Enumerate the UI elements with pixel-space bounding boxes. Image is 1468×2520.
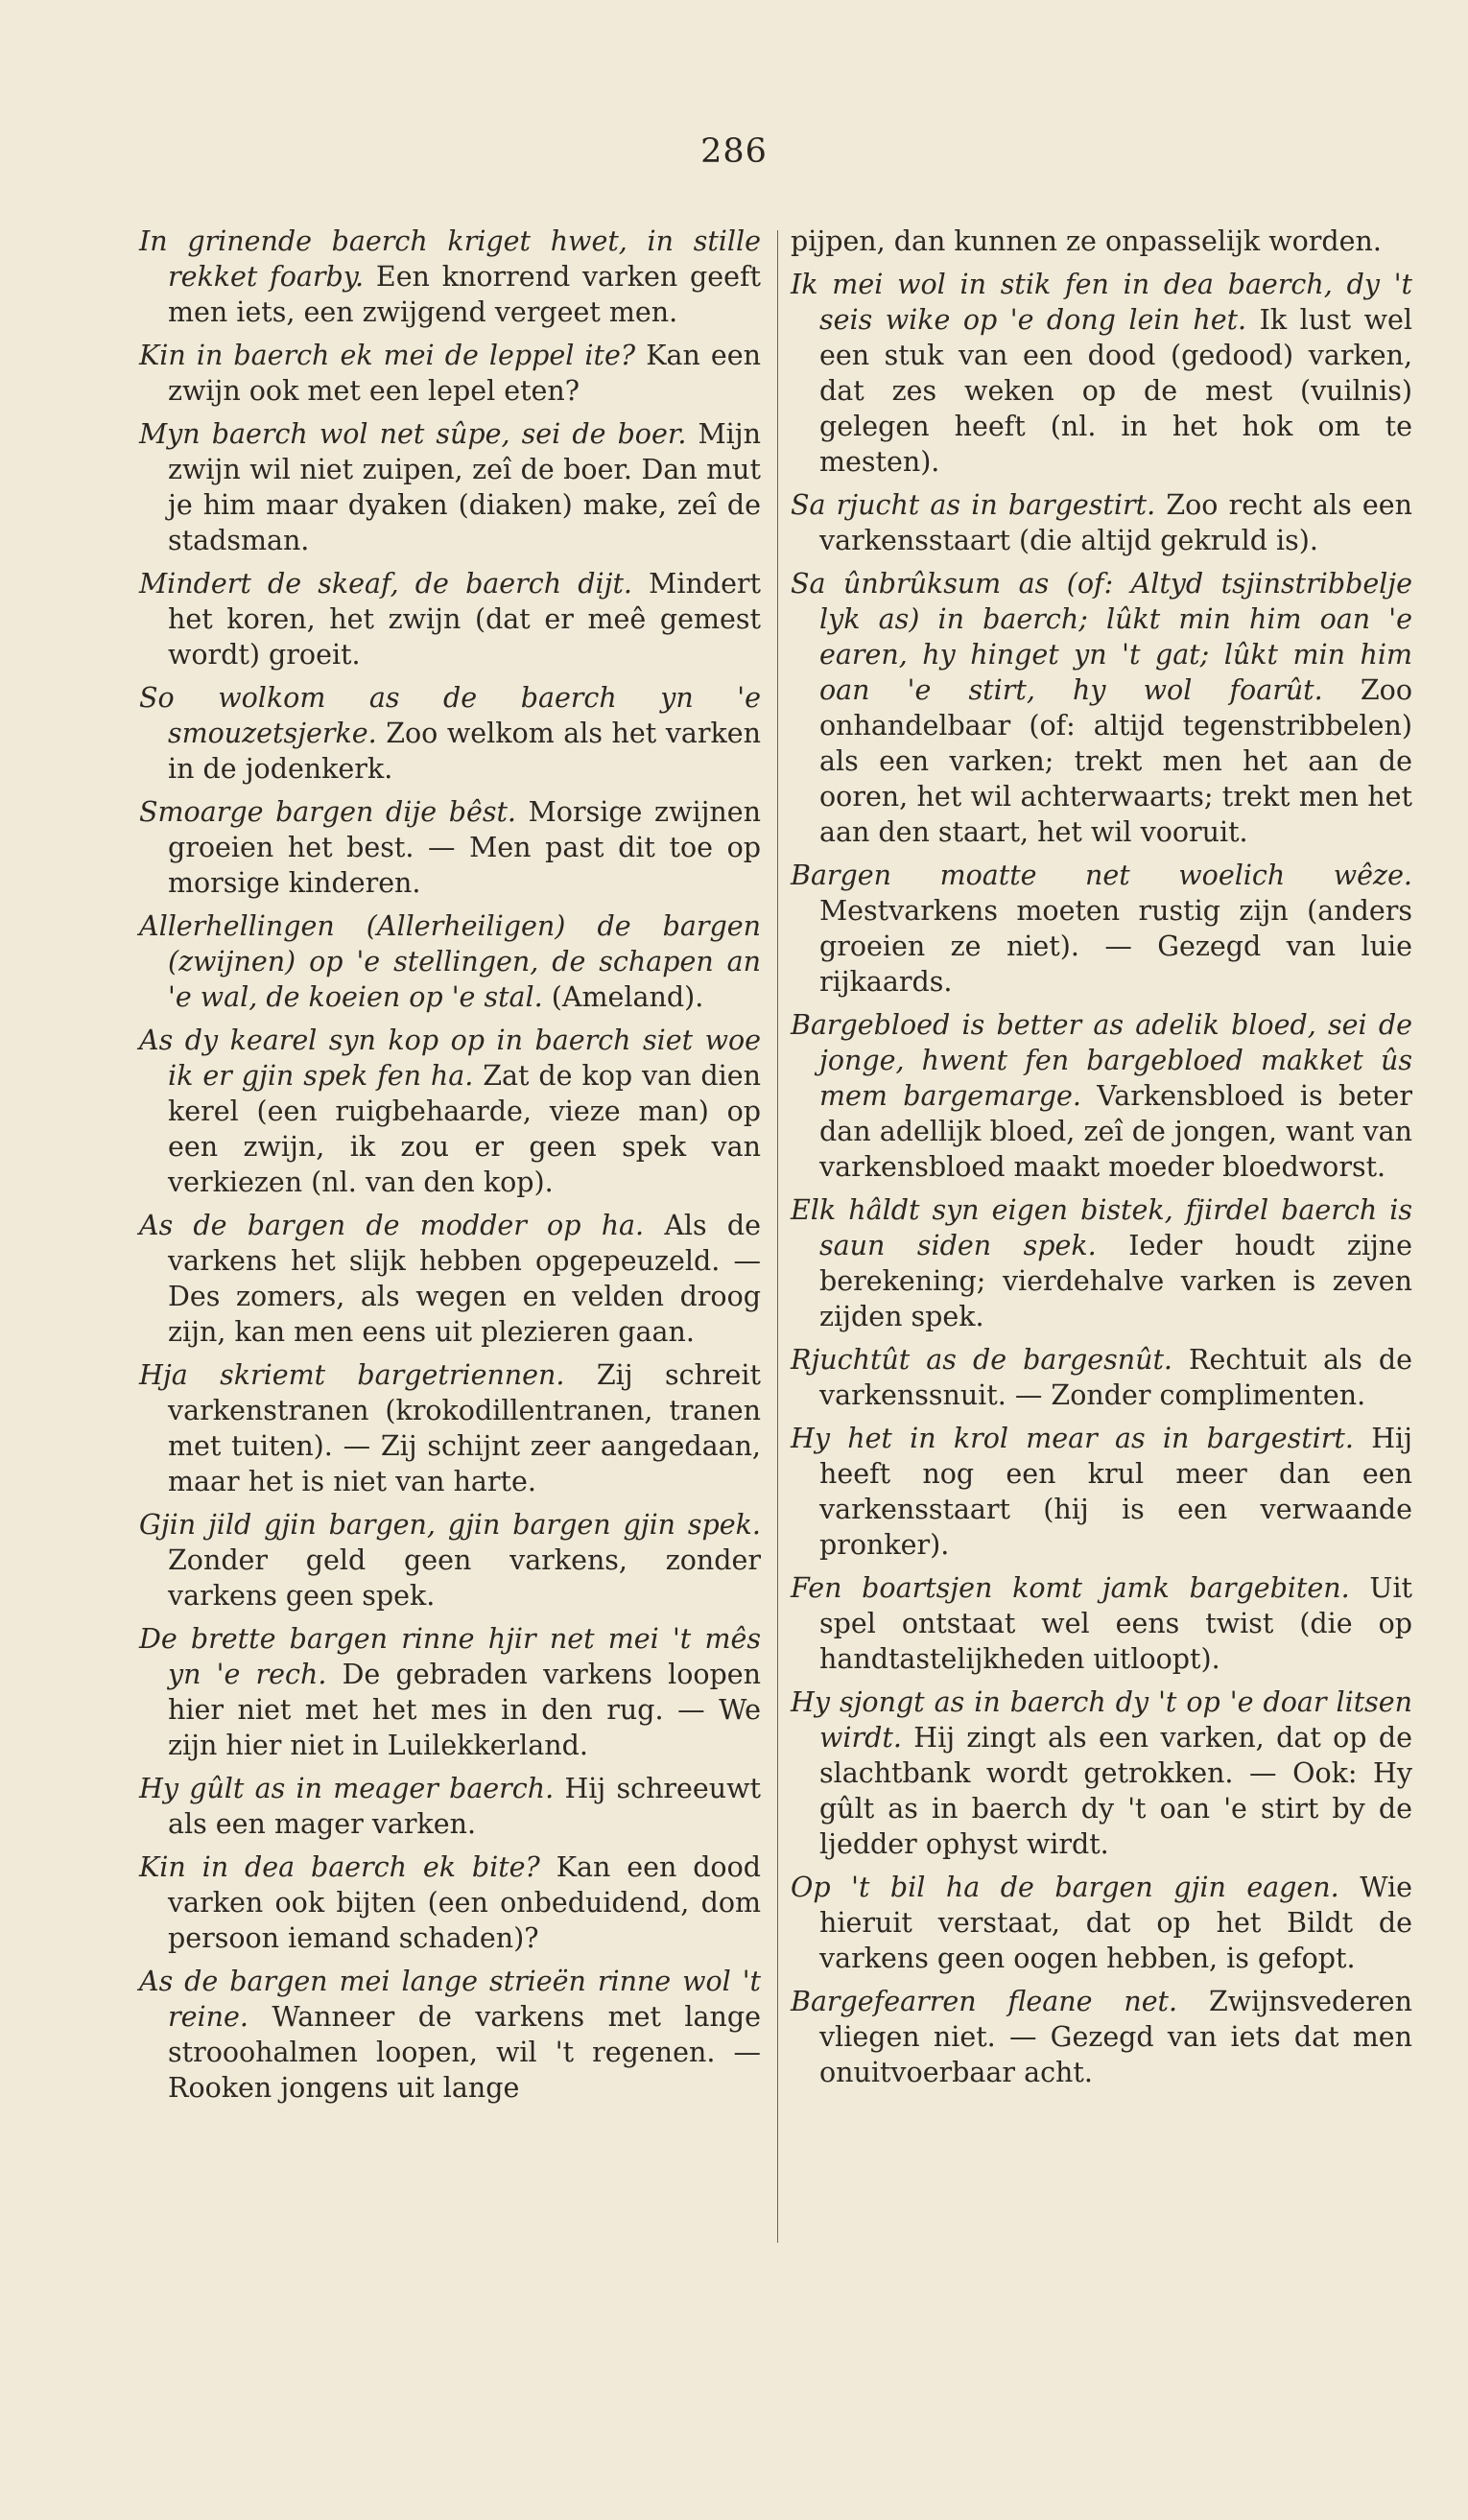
- proverb-entry: [139, 1507, 761, 1613]
- frisian-proverb: As de bargen mei lange strieën rinne wol 't reine.: [139, 1966, 761, 2033]
- dutch-translation: Mindert het koren, het zwijn (dat er meê gemest wordt) groeit.: [168, 568, 762, 671]
- frisian-proverb: As dy kearel syn kop op in baerch siet woe ik er gjin spek fen ha.: [139, 1024, 761, 1092]
- proverb-entry: [791, 1007, 1412, 1185]
- dutch-translation: (Ameland).: [551, 981, 704, 1013]
- proverb-entry: [139, 566, 761, 672]
- dutch-translation: Zat de kop van dien kerel (een ruigbehaarde, vieze man) op een zwijn, ik zou er geen spek van verkiezen (nl. van den kop).: [168, 1060, 762, 1198]
- frisian-proverb: Op 't bil ha de bargen gjin eagen.: [791, 1872, 1339, 1903]
- proverb-entry: [791, 487, 1412, 558]
- dutch-translation: Zoo recht als een varkensstaart (die altijd gekruld is).: [819, 489, 1412, 556]
- frisian-proverb: Sa rjucht as in bargestirt.: [791, 489, 1156, 521]
- dutch-translation: Als de varkens het slijk hebben opgepeuzeld. — Des zomers, als wegen en velden droog zijn, kan men eens uit plezieren gaan.: [168, 1210, 762, 1348]
- frisian-proverb: Bargebloed is better as adelik bloed, sei de jonge, hwent fen bargebloed makket ûs mem bargemarge.: [791, 1009, 1412, 1112]
- frisian-proverb: Gjin jild gjin bargen, gjin bargen gjin spek.: [139, 1509, 761, 1541]
- proverb-entry: [139, 794, 761, 901]
- dutch-translation: Uit spel ontstaat wel eens twist (die op handtastelijkheden uitloopt).: [819, 1572, 1413, 1675]
- frisian-proverb: Kin in baerch ek mei de leppel ite?: [139, 340, 636, 371]
- page-number: 286: [700, 132, 768, 171]
- dutch-translation: Ik lust wel een stuk van een dood (gedood) varken, dat zes weken op de mest (vuilnis) gelegen heeft (nl. in het hok om te mesten).: [819, 304, 1413, 478]
- dutch-translation: Zoo onhandelbaar (of: altijd tegenstribbelen) als een varken; trekt men het aan de ooren, het wil achterwaarts; trekt men het aan den staart, het wil vooruit.: [819, 674, 1412, 848]
- dutch-translation: Kan een dood varken ook bijten (een onbeduidend, dom persoon iemand schaden)?: [168, 1851, 761, 1954]
- proverb-entry: [791, 1870, 1412, 1976]
- proverb-entry: [791, 1684, 1412, 1862]
- dutch-translation: De gebraden varkens loopen hier niet met het mes in den rug. — We zijn hier niet in Luilekkerland.: [168, 1659, 761, 1761]
- dutch-translation: Hij heeft nog een krul meer dan een varkensstaart (hij is een verwaande pronker).: [819, 1423, 1413, 1561]
- frisian-proverb: Bargefearren fleane net.: [791, 1986, 1178, 2017]
- frisian-proverb: Mindert de skeaf, de baerch dijt.: [139, 568, 632, 600]
- dutch-translation: Morsige zwijnen groeien het best. — Men past dit toe op morsige kinderen.: [168, 796, 761, 899]
- dutch-translation: Rechtuit als de varkenssnuit. — Zonder complimenten.: [819, 1344, 1412, 1411]
- dutch-translation: Hij schreeuwt als een mager varken.: [168, 1773, 761, 1840]
- proverb-entry: [139, 416, 761, 558]
- frisian-proverb: Allerhellingen (Allerheiligen) de bargen (zwijnen) op 'e stellingen, de schapen an 'e wal, de koeien op 'e stal.: [139, 910, 761, 1013]
- dutch-translation: Wanneer de varkens met lange strooohalmen loopen, wil 't regenen. — Rooken jongens uit lange: [168, 2001, 761, 2104]
- frisian-proverb: Ik mei wol in stik fen in dea baerch, dy 't seis wike op 'e dong lein het.: [791, 269, 1412, 336]
- column-divider: [777, 230, 778, 2243]
- proverb-entry: [791, 267, 1412, 480]
- frisian-proverb: Fen boartsjen komt jamk bargebiten.: [791, 1572, 1350, 1604]
- frisian-proverb: Smoarge bargen dije bêst.: [139, 796, 516, 828]
- frisian-proverb: Hja skriemt bargetriennen.: [139, 1359, 565, 1391]
- frisian-proverb: Kin in dea baerch ek bite?: [139, 1851, 540, 1883]
- frisian-proverb: Bargen moatte net woelich wêze.: [791, 860, 1412, 891]
- frisian-proverb: Rjuchtût as de bargesnût.: [791, 1344, 1172, 1376]
- proverb-entry: [139, 1964, 761, 2106]
- frisian-proverb: Hy het in krol mear as in bargestirt.: [791, 1423, 1354, 1454]
- proverb-entry: [791, 1421, 1412, 1563]
- frisian-proverb: Hy sjongt as in baerch dy 't op 'e doar litsen wirdt.: [791, 1686, 1412, 1754]
- frisian-proverb: Myn baerch wol net sûpe, sei de boer.: [139, 418, 687, 450]
- proverb-entry: [139, 1621, 761, 1763]
- frisian-proverb: In grinende baerch kriget hwet, in stille rekket foarby.: [139, 225, 761, 293]
- proverb-entry: [139, 908, 761, 1015]
- dutch-translation: Mijn zwijn wil niet zuipen, zeî de boer. Dan mut je him maar dyaken (diaken) make, zeî de stadsman.: [168, 418, 761, 556]
- frisian-proverb: De brette bargen rinne hjir net mei 't mês yn 'e rech.: [139, 1623, 761, 1690]
- dutch-translation: Ieder houdt zijne berekening; vierdehalve varken is zeven zijden spek.: [819, 1230, 1413, 1332]
- proverb-entry: [791, 1192, 1412, 1334]
- right-column: [791, 224, 1412, 2098]
- proverb-entry: [139, 1849, 761, 1956]
- frisian-proverb: As de bargen de modder op ha.: [139, 1210, 645, 1241]
- proverb-entry: [791, 858, 1412, 1000]
- proverb-entry: [791, 566, 1412, 850]
- proverb-entry: [139, 224, 761, 330]
- proverb-entry: [139, 680, 761, 787]
- proverb-entry: [791, 1570, 1412, 1677]
- dutch-translation: Zonder geld geen varkens, zonder varkens geen spek.: [168, 1544, 761, 1612]
- dutch-translation: Zij schreit varkenstranen (krokodillentranen, tranen met tuiten). — Zij schijnt zeer aangedaan, maar het is niet van harte.: [168, 1359, 761, 1497]
- left-column: [139, 224, 761, 2113]
- proverb-entry: [791, 224, 1412, 259]
- proverb-entry: [791, 1984, 1412, 2090]
- dutch-translation: Hij zingt als een varken, dat op de slachtbank wordt getrokken. — Ook: Hy gûlt as in baerch dy 't oan 'e stirt by de ljedder ophyst wirdt.: [819, 1722, 1412, 1860]
- dutch-translation: Wie hieruit verstaat, dat op het Bildt de varkens geen oogen hebben, is gefopt.: [819, 1872, 1413, 1974]
- dutch-translation: Zoo welkom als het varken in de jodenkerk.: [168, 718, 761, 785]
- dutch-translation: Kan een zwijn ook met een lepel eten?: [168, 340, 762, 407]
- frisian-proverb: So wolkom as de baerch yn 'e smouzetsjerke.: [139, 682, 761, 749]
- frisian-proverb: Sa ûnbrûksum as (of: Altyd tsjinstribbelje lyk as) in baerch; lûkt min him oan 'e earen, hy hinget yn 't gat; lûkt min him oan 'e stirt, hy wol foarût.: [791, 568, 1412, 706]
- dutch-translation: pijpen, dan kunnen ze onpasselijk worden.: [791, 225, 1382, 257]
- frisian-proverb: Hy gûlt as in meager baerch.: [139, 1773, 555, 1804]
- dutch-translation: Zwijnsvederen vliegen niet. — Gezegd van iets dat men onuitvoerbaar acht.: [819, 1986, 1412, 2088]
- dutch-translation: Mestvarkens moeten rustig zijn (anders groeien ze niet). — Gezegd van luie rijkaards.: [819, 895, 1412, 998]
- dutch-translation: Een knorrend varken geeft men iets, een zwijgend vergeet men.: [168, 261, 761, 328]
- dutch-translation: Varkensbloed is beter dan adellijk bloed, zeî de jongen, want van varkensbloed maakt moeder bloedworst.: [819, 1080, 1412, 1183]
- frisian-proverb: Elk hâldt syn eigen bistek, fjirdel baerch is saun siden spek.: [791, 1194, 1412, 1261]
- proverb-entry: [139, 1023, 761, 1200]
- proverb-entry: [139, 1208, 761, 1350]
- proverb-entry: [791, 1342, 1412, 1413]
- proverb-entry: [139, 1357, 761, 1499]
- proverb-entry: [139, 1771, 761, 1842]
- proverb-entry: [139, 338, 761, 409]
